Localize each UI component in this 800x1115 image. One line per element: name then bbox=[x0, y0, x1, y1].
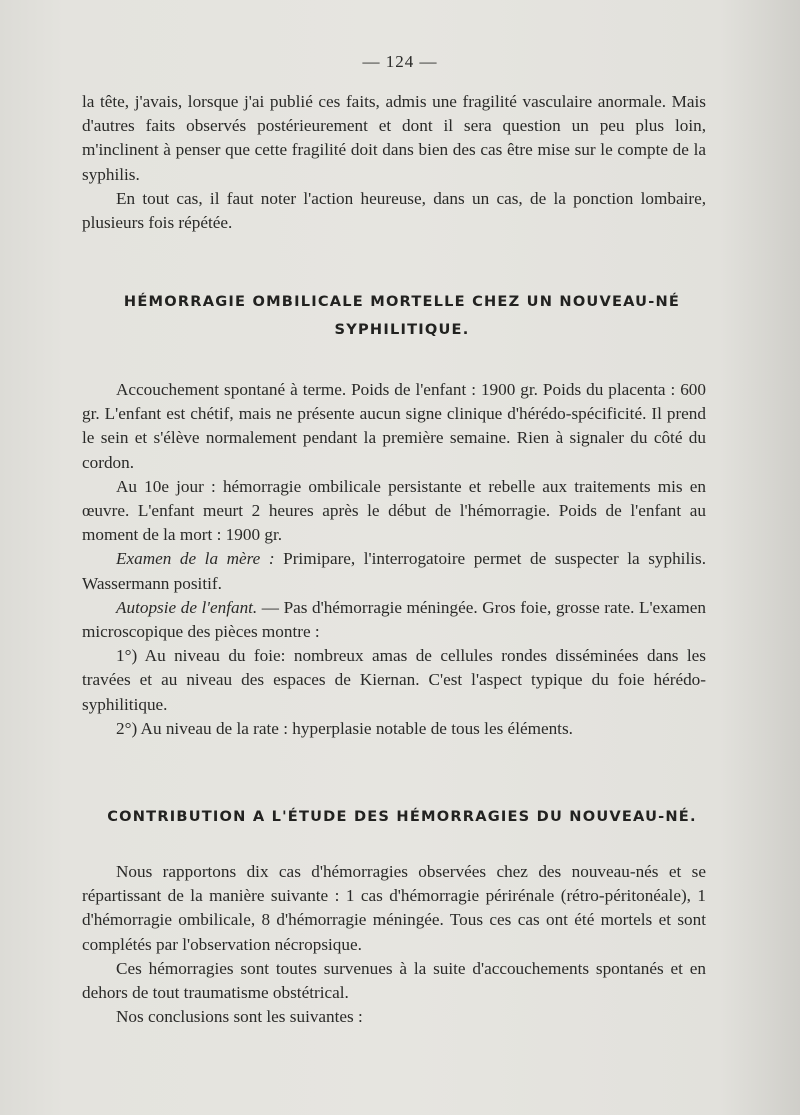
section-1-title-line-1: HÉMORRAGIE OMBILICALE MORTELLE CHEZ UN NOUVEAU-NÉ bbox=[123, 293, 681, 310]
section-1-paragraph-6: 2°) Au niveau de la rate : hyperplasie notable de tous les éléments. bbox=[116, 718, 573, 738]
section-2-body bbox=[82, 860, 706, 1029]
section-1-paragraph-3 bbox=[82, 547, 706, 595]
intro-block bbox=[82, 90, 706, 235]
intro-paragraph-2: En tout cas, il faut noter l'action heureuse, dans un cas, de la ponction lombaire, plusieurs fois répétée. bbox=[82, 188, 706, 233]
section-1-paragraph-1: Accouchement spontané à terme. Poids de l'enfant : 1900 gr. Poids du placenta : 600 gr. L'enfant est chétif, mais ne présente aucun signe clinique d'hérédo-spécificité. Il prend le sein et s'élève normalement pendant la première semaine. Rien à signaler du côté du cordon. bbox=[82, 380, 706, 472]
exam-text: Primipare, l'interrogatoire permet de suspecter la syphilis. Wassermann positif. bbox=[82, 549, 706, 593]
section-2-paragraph-2: Ces hémorragies sont toutes survenues à la suite d'accouchements spontanés et en dehors de tout traumatisme obstétrical. bbox=[82, 958, 706, 1003]
section-1-paragraph-4 bbox=[82, 596, 706, 644]
section-1-heading bbox=[82, 288, 722, 344]
autopsy-label: Autopsie de l'enfant. bbox=[116, 597, 258, 617]
page-number: — 124 — bbox=[362, 52, 438, 71]
section-2-heading: CONTRIBUTION A L'ÉTUDE DES HÉMORRAGIES DU NOUVEAU-NÉ. bbox=[107, 808, 697, 825]
section-2-paragraph-1: Nous rapportons dix cas d'hémorragies observées chez des nouveau-nés et se répartissant de la manière suivante : 1 cas d'hémorragie périrénale (rétro-péritonéale), 1 d'hémorragie ombilicale, 8 d'hémorragie méningée. Tous ces cas ont été mortels et sont complétés par l'observation nécropsique. bbox=[82, 862, 706, 954]
section-2-paragraph-3: Nos conclusions sont les suivantes : bbox=[116, 1007, 363, 1027]
section-1-paragraph-2: Au 10e jour : hémorragie ombilicale persistante et rebelle aux traitements mis en œuvre. L'enfant meurt 2 heures après le début de l'hémorragie. Poids de l'enfant au moment de la mort : 1900 gr. bbox=[82, 476, 706, 545]
autopsy-text: — Pas d'hémorragie méningée. Gros foie, grosse rate. L'examen microscopique des pièces montre : bbox=[82, 597, 706, 642]
section-1-title-line-2: SYPHILITIQUE. bbox=[334, 321, 470, 338]
section-1-paragraph-5: 1°) Au niveau du foie: nombreux amas de cellules rondes disséminées dans les travées et au niveau des espaces de Kiernan. C'est l'aspect typique du foie hérédo-syphilitique. bbox=[82, 646, 706, 714]
intro-paragraph-1: la tête, j'avais, lorsque j'ai publié ces faits, admis une fragilité vasculaire anormale. Mais d'autres faits observés postérieurement et dont il sera question un peu plus loin, m'inclinent à penser que cette fragilité doit dans bien des cas être mise sur le compte de la syphilis. bbox=[82, 92, 706, 184]
exam-label: Examen de la mère : bbox=[116, 549, 275, 569]
section-1-body bbox=[82, 378, 706, 741]
